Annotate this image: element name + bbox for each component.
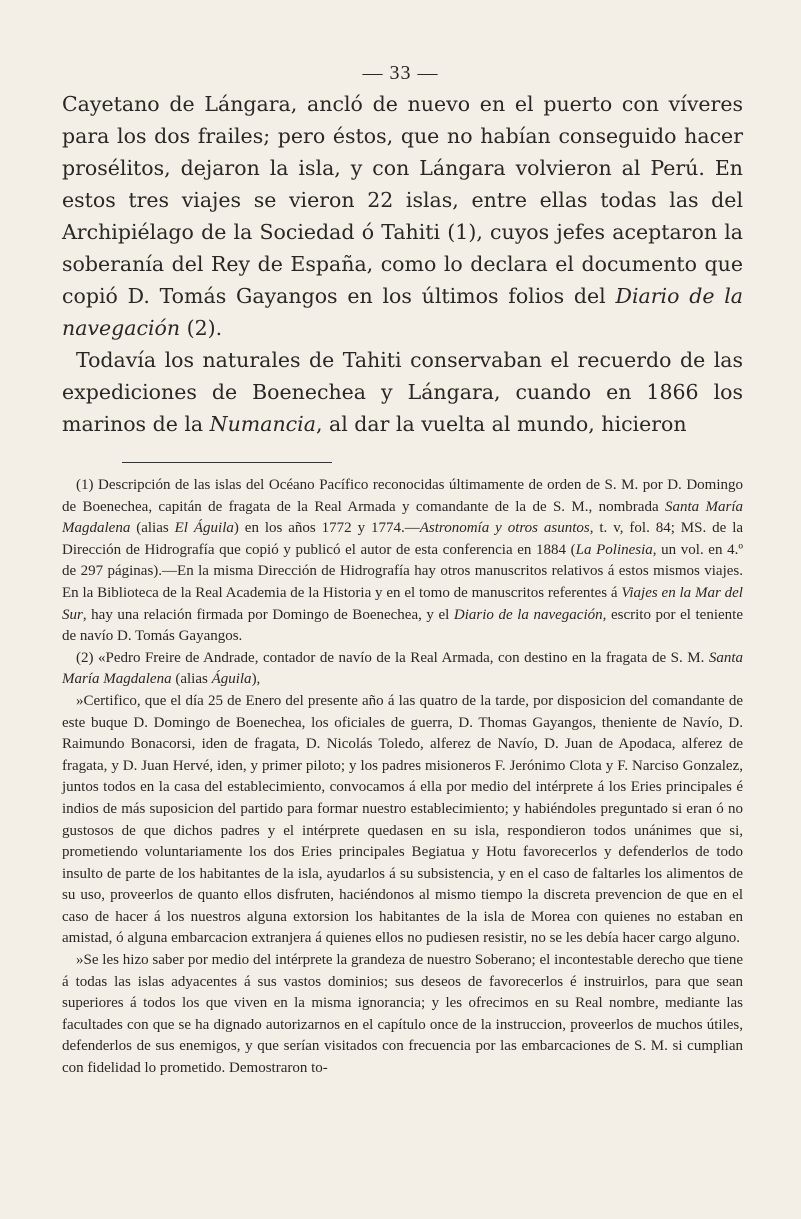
footnote-1-italic: Astronomía y otros asuntos bbox=[419, 520, 590, 537]
footnote-2-text: (2) «Pedro Freire de Andrade, contador de navío de la Real Armada, con destino en la fragata de S. M. bbox=[76, 649, 709, 666]
footnote-2-text: ), bbox=[251, 671, 261, 688]
footnote-divider bbox=[122, 462, 332, 463]
paragraph-2-text-a: Todavía los naturales de Tahiti conservaban el recuerdo de las expediciones de Boenechea y Lángara, cuando en 1866 los marinos de la bbox=[62, 348, 743, 436]
footnote-2-italic: Santa María Magdalena bbox=[62, 649, 743, 688]
paragraph-1 bbox=[62, 88, 743, 344]
footnote-1-text: , un vol. en 4.º de 297 páginas).—En la misma Dirección de Hidrografía hay otros manuscritos relativos á estos mismos viajes. En la Biblioteca de la Real Academia de la Historia y en el tomo de manuscritos referentes á bbox=[62, 541, 743, 601]
footnote-1-text: (alias bbox=[130, 520, 175, 537]
footnote-2 bbox=[62, 648, 743, 691]
footnote-1 bbox=[62, 475, 743, 648]
footnote-1-text: , hay una relación firmada por Domingo de Boenechea, y el bbox=[82, 606, 454, 623]
page-number: — 33 — bbox=[362, 62, 439, 84]
main-body-text bbox=[62, 88, 743, 440]
diario-title-italic: Diario de la navegación bbox=[62, 284, 743, 340]
footnotes bbox=[62, 475, 743, 1080]
footnote-1-italic: Viajes en la Mar del Sur bbox=[62, 584, 743, 623]
footnote-1-italic: Santa María Magdalena bbox=[62, 498, 744, 537]
footnote-2-certificate: »Certifico, que el día 25 de Enero del presente año á las quatro de la tarde, por disposicion del comandante de este buque D. Domingo de Boenechea, los oficiales de guerra, D. Thomas Gayangos, theniente de Navío, D. Raimundo Bonacorsi, iden de fragata, D. Nicolás Toledo, alferez de Navío, D. Juan de Apodaca, alferez de fragata, y D. Juan Hervé, iden, y primer piloto; y los padres misioneros F. Jerónimo Clota y F. Narciso Gonzalez, juntos todos en la casa del establecimiento, convocamos á ella por medio del intérprete á los Eries principales é indios de más suposicion del partido para formar nuestro establecimiento; y habiéndoles preguntado si eran ó no gustosos de que dichos padres y el intérprete quedasen en su isla, respondieron todos unánimes que si, prometiendo voluntariamente los dos Eries principales Begiatua y Hotu favorecerlos y defenderlos de todo insulto de parte de los habitantes de la isla, ayudarlos á su subsistencia, y en el caso de faltarles los alimentos de su uso, proveerlos de quanto ellos disfruten, haciéndonos al mismo tiempo la discreta prevencion de que en el caso de hacer á los nuestros alguna extorsion los habitantes de la isla de Morea con quienes no estaban en amistad, ó alguna embarcacion extranjera á quienes ellos no pudiesen resistir, no se les debía hacer cargo alguno. bbox=[62, 692, 743, 947]
footnote-1-italic: La Polinesia bbox=[575, 541, 653, 558]
footnote-1-italic: Diario de la navegación bbox=[453, 606, 603, 623]
numancia-italic: Numancia bbox=[209, 412, 316, 436]
footnote-1-text: , t. v, fol. 84; MS. de la Dirección de Hidrografía que copió y publicó el autor de esta conferencia en 1884 ( bbox=[62, 520, 744, 558]
footnote-2-continuation: »Se les hizo saber por medio del intérprete la grandeza de nuestro Soberano; el incontestable derecho que tiene á todas las islas adyacentes á sus vastos dominios; sus deseos de favorecerlos é instruirlos, para que sean superiores á todos los que viven en la misma ignorancia; y les ofrecimos en su Real nombre, mediante las facultades con que se ha dignado autorizarnos en el capítulo once de la instruccion, proveerlos de muchos útiles, defenderlos de sus enemigos, y que serían visitados con frecuencia por las embarcaciones de S. M. si cumplian con fidelidad lo prometido. Demostraron to- bbox=[62, 952, 743, 1077]
paragraph-2 bbox=[62, 344, 743, 440]
footnote-1-italic: El Águila bbox=[174, 520, 234, 537]
footnote-1-text: ) en los años 1772 y 1774.— bbox=[233, 520, 420, 537]
paragraph-1-text-b: (2). bbox=[180, 316, 223, 340]
footnote-1-text: , escrito por el teniente de navío D. Tomás Gayangos. bbox=[62, 606, 743, 645]
footnote-1-text: (1) Descripción de las islas del Océano Pacífico reconocidas últimamente de orden de S. M. por D. Domingo de Boenechea, capitán de fragata de la Real Armada y comandante de la de S. M., nombrada bbox=[62, 477, 743, 515]
paragraph-1-text-a: Cayetano de Lángara, ancló de nuevo en el puerto con víveres para los dos frailes; pero éstos, que no habían conseguido hacer prosélitos, dejaron la isla, y con Lángara volvieron al Perú. En estos tres viajes se vieron 22 islas, entre ellas todas las del Archipiélago de la Sociedad ó Tahiti (1), cuyos jefes aceptaron la soberanía del Rey de España, como lo declara el documento que copió D. Tomás Gayangos en los últimos folios del bbox=[62, 92, 743, 308]
footnote-2-italic: Águila bbox=[211, 671, 252, 688]
footnote-2-text: (alias bbox=[171, 671, 212, 688]
paragraph-2-text-b: , al dar la vuelta al mundo, hicieron bbox=[315, 412, 687, 436]
